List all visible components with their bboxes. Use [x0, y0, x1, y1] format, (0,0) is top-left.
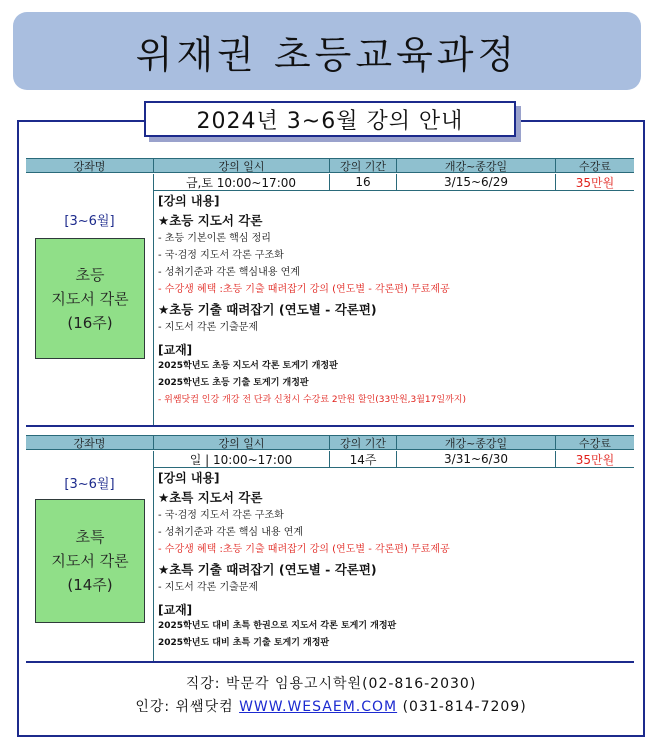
content-item: - 국·검정 지도서 각론 구조화: [158, 510, 284, 521]
course-period: [3~6월]: [64, 214, 115, 229]
benefit-note: - 수강생 혜택 :초등 기출 때려잡기 강의 (연도별 - 각론편) 무료제공: [158, 284, 450, 295]
content-heading: [강의 내용]: [158, 471, 220, 485]
col-course-name: 강좌명: [73, 159, 106, 173]
col-schedule: 강의 일시: [153, 436, 329, 449]
table-row: [153, 451, 634, 468]
col-duration: 강의 기간: [329, 159, 396, 172]
section-divider: [26, 661, 634, 663]
content-item: - 성취기준과 각론 핵심 내용 연계: [158, 527, 304, 538]
content-item: - 국·검정 지도서 각론 구조화: [158, 250, 284, 261]
col-course-name: 강좌명: [73, 436, 106, 450]
course-name-box: [35, 238, 145, 359]
fee-value: 35만원: [555, 174, 634, 190]
table-header: [26, 158, 634, 173]
content-item: - 지도서 각론 기출문제: [158, 322, 259, 333]
page-title: 위재권 초등교육과정: [135, 32, 519, 77]
book-item: 2025학년도 대비 초특 기출 토게기 개정판: [158, 638, 330, 648]
books-heading: [교재]: [158, 603, 193, 617]
dates-value: 3/15~6/29: [396, 174, 555, 190]
footer-prefix: 인강: 위쌤닷컴: [135, 699, 240, 715]
course-name-line2: 지도서 각론: [51, 289, 129, 308]
table-row: [153, 174, 634, 191]
discount-note: - 위쌤닷컴 인강 개강 전 단과 신청시 수강료 2만원 할인(33만원,3월17일까지): [158, 395, 466, 405]
book-item: 2025학년도 초등 기출 토게기 개정판: [158, 378, 309, 388]
subtitle-box: [144, 101, 516, 137]
course-name-box: [35, 499, 145, 623]
column-divider: [153, 451, 154, 663]
fee-value: 35만원: [555, 451, 634, 467]
table-header: [26, 435, 634, 450]
col-fee: 수강료: [555, 436, 634, 449]
content-part1-title: ★초등 지도서 각론: [158, 213, 263, 228]
course-section-1: [26, 158, 634, 426]
footer-line1: 직강: 박문각 임용고시학원(02-816-2030): [185, 676, 477, 692]
course-name-line2: 지도서 각론: [51, 552, 129, 570]
book-item: 2025학년도 대비 초특 한권으로 지도서 각론 토게기 개정판: [158, 621, 397, 631]
dates-value: 3/31~6/30: [396, 451, 555, 467]
page-title-banner: [13, 12, 641, 90]
website-link[interactable]: WWW.WESAEM.COM: [239, 699, 398, 715]
benefit-note: - 수강생 혜택 :초등 기출 때려잡기 강의 (연도별 - 각론편) 무료제공: [158, 544, 450, 555]
course-content: [158, 470, 628, 652]
course-name-line3: (16주): [67, 313, 113, 332]
course-section-2: [26, 435, 634, 663]
course-content: [158, 193, 628, 408]
content-item: - 지도서 각론 기출문제: [158, 582, 259, 593]
books-heading: [교재]: [158, 343, 193, 357]
course-name-line3: (14주): [67, 576, 113, 594]
column-divider: [153, 174, 154, 426]
subtitle: 2024년 3~6월 강의 안내: [196, 108, 464, 134]
section-divider: [26, 425, 634, 427]
col-duration: 강의 기간: [329, 436, 396, 449]
course-name-line1: 초특: [75, 528, 105, 546]
course-period: [3~6월]: [64, 477, 115, 492]
content-heading: [강의 내용]: [158, 194, 220, 208]
footer-suffix: (031-814-7209): [397, 699, 527, 715]
duration-value: 14주: [329, 451, 396, 467]
book-item: 2025학년도 초등 지도서 각론 토게기 개정판: [158, 361, 338, 371]
content-part2-title: ★초특 기출 때려잡기 (연도별 - 각론편): [158, 562, 377, 577]
schedule-value: 금,토 10:00~17:00: [185, 175, 297, 190]
schedule-value: 일 | 10:00~17:00: [189, 452, 293, 467]
course-name-line1: 초등: [75, 265, 105, 284]
duration-value: 16: [329, 174, 396, 190]
col-schedule: 강의 일시: [153, 159, 329, 172]
footer-line2: [17, 696, 645, 716]
col-dates: 개강~종강일: [396, 436, 555, 449]
content-part2-title: ★초등 기출 때려잡기 (연도별 - 각론편): [158, 302, 377, 317]
content-item: - 초등 기본이론 핵심 정리: [158, 233, 271, 244]
col-fee: 수강료: [555, 159, 634, 172]
col-dates: 개강~종강일: [396, 159, 555, 172]
content-part1-title: ★초특 지도서 각론: [158, 490, 263, 505]
content-item: - 성취기준과 각론 핵심내용 연계: [158, 267, 300, 278]
